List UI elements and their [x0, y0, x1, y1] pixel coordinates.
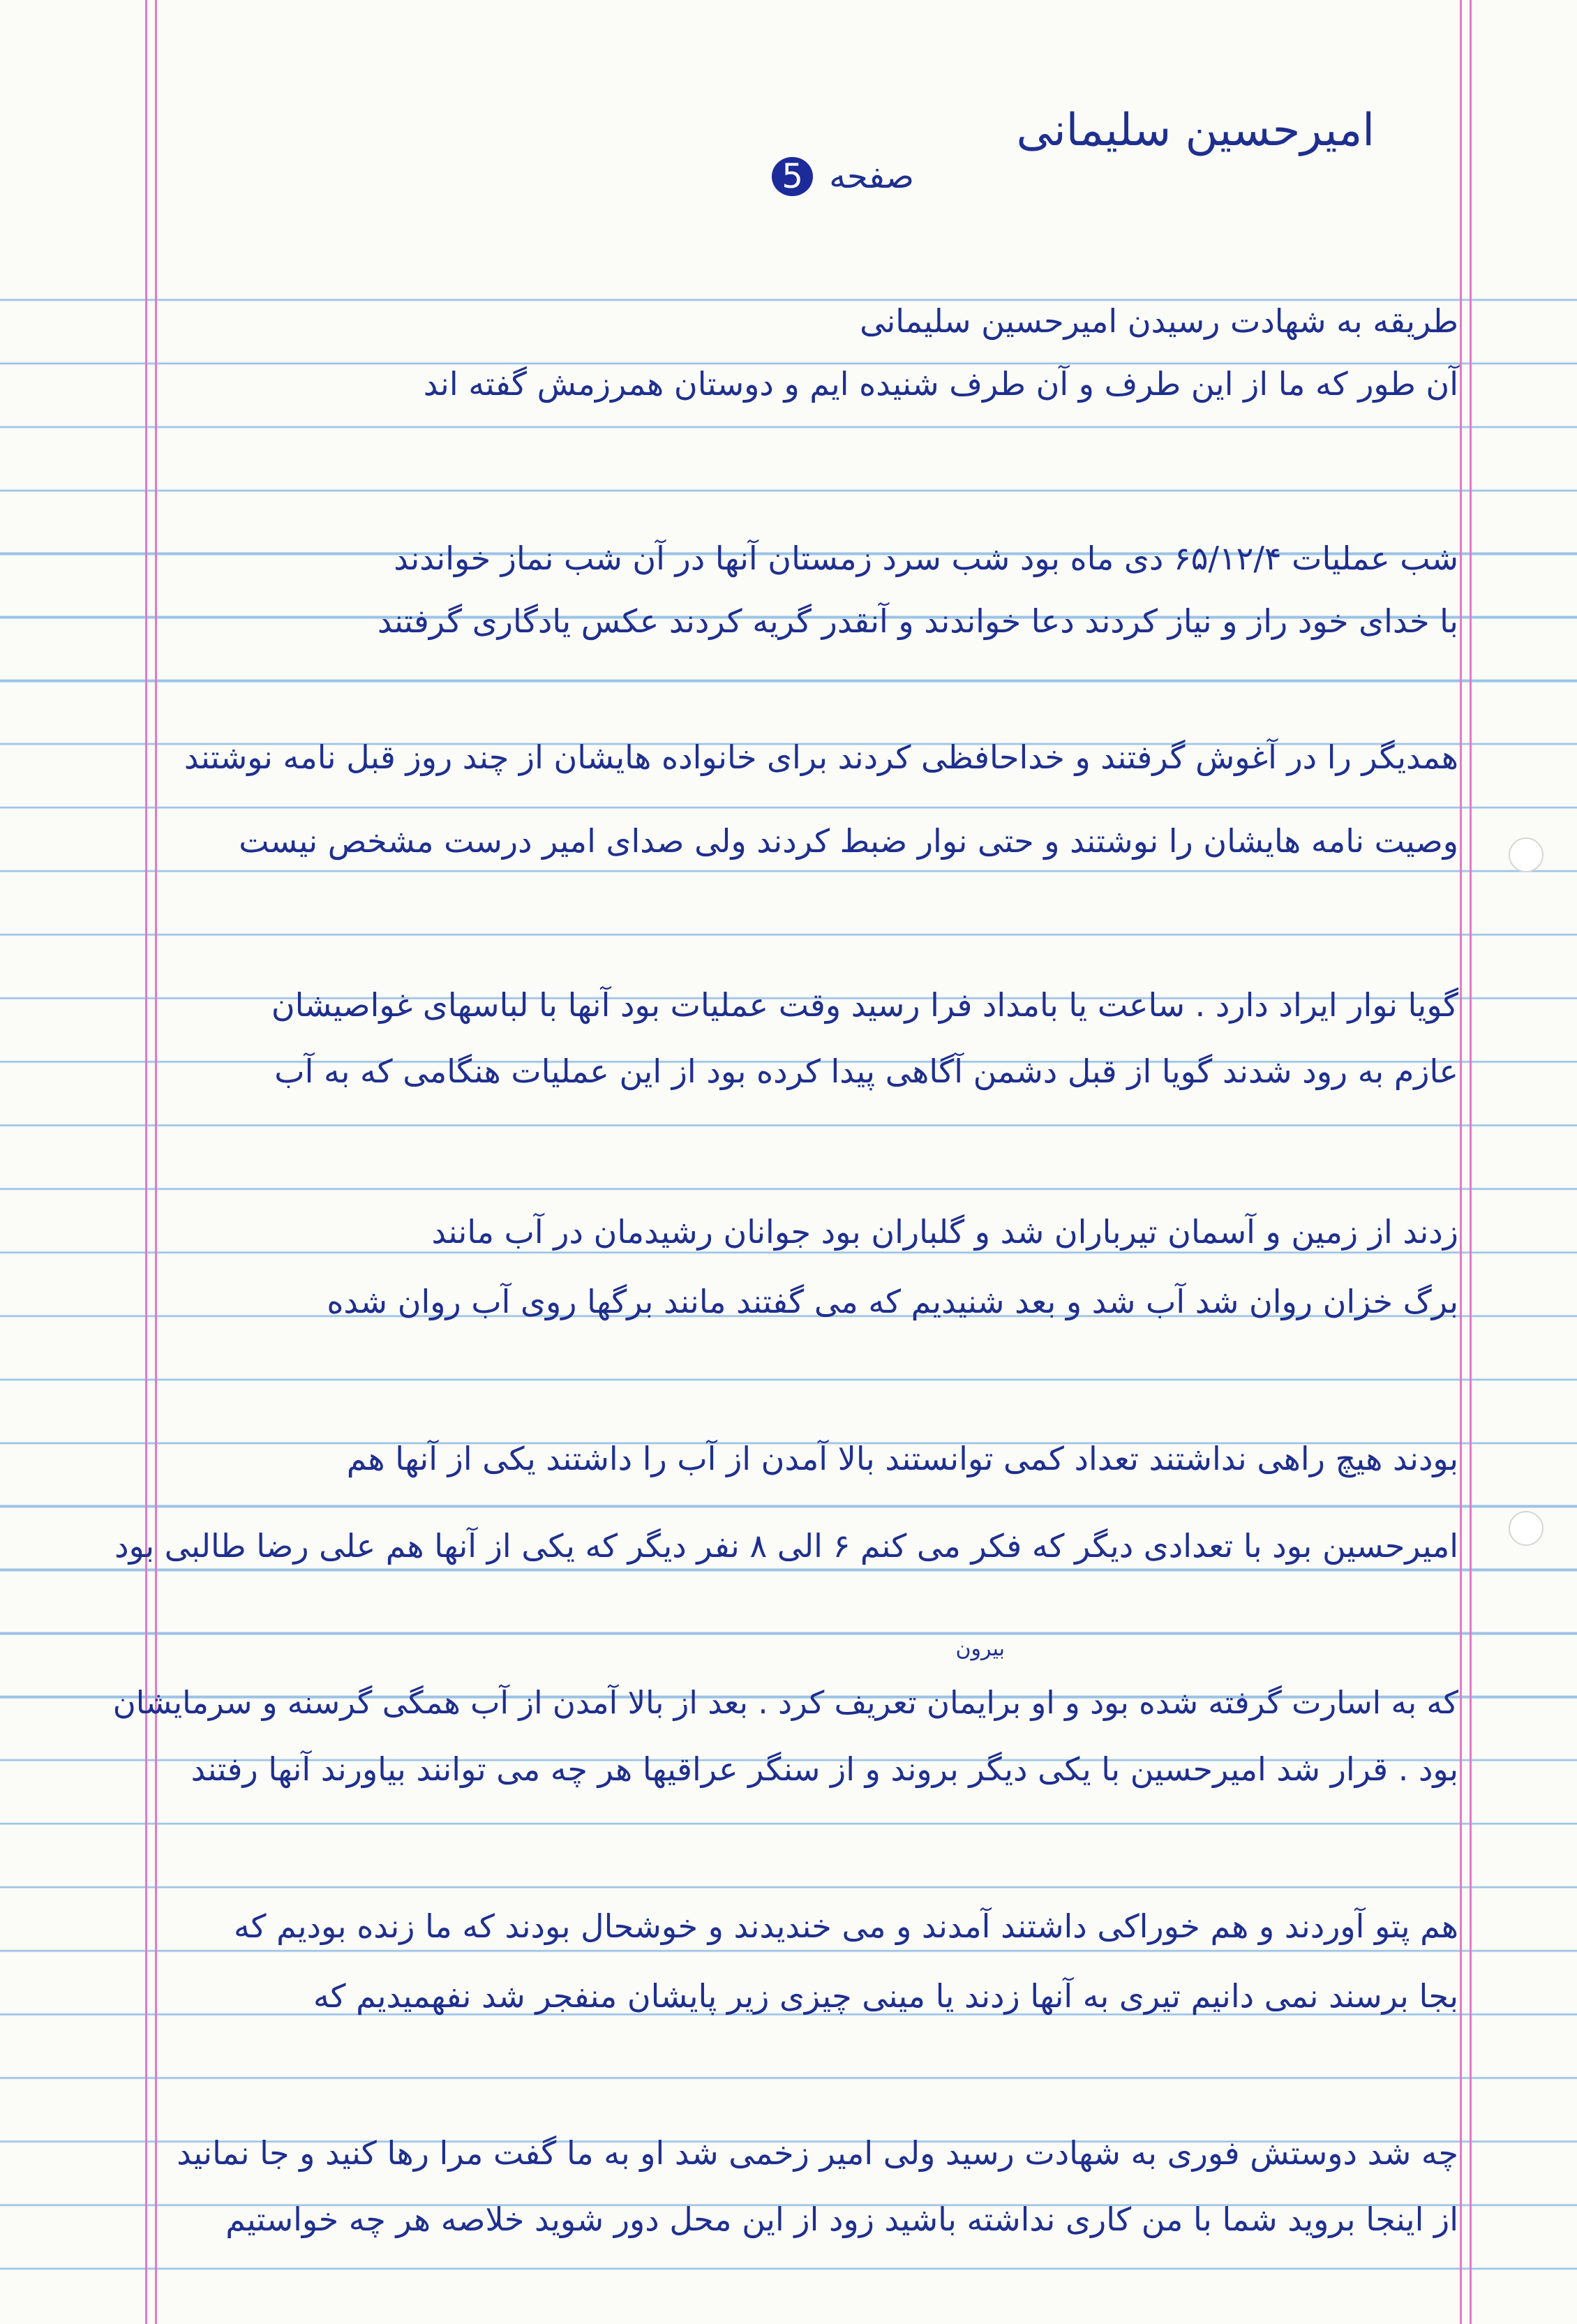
page-label: [772, 157, 914, 196]
page-label-text: صفحه: [829, 157, 914, 196]
right-margin-line-outer: [1460, 0, 1462, 2324]
paragraph-1-line-2: آن طور که ما از این طرف و آن طرف شنیده ایم و دوستان همرزمش گفته اند: [423, 365, 1458, 403]
paragraph-3-line-1: همدیگر را در آغوش گرفتند و خداحافظی کردند برای خانواده هایشان از چند روز قبل نامه نوشتند: [184, 738, 1458, 776]
paragraph-7-line-1: که به اسارت گرفته شده بود و او برایمان تعریف کرد . بعد از بالا آمدن از آب همگی گرسنه و سرمایشان: [112, 1684, 1458, 1721]
paragraph-3-line-2: وصیت نامه هایشان را نوشتند و حتی نوار ضبط کردند ولی صدای امیر درست مشخص نیست: [239, 822, 1458, 860]
paragraph-7-line-2: بود . قرار شد امیرحسین با یکی دیگر بروند و از سنگر عراقیها هر چه می توانند بیاورند آنها رفتند: [190, 1750, 1458, 1788]
insertion-annotation: بیرون: [955, 1637, 1005, 1661]
paragraph-5-line-2: برگ خزان روان شد آب شد و بعد شنیدیم که می گفتند مانند برگها روی آب روان شده: [327, 1283, 1458, 1320]
paragraph-1-line-1: طریقه به شهادت رسیدن امیرحسین سلیمانی: [860, 302, 1458, 340]
left-margin-line-inner: [155, 0, 157, 2324]
binder-hole-top: [1509, 837, 1544, 872]
paragraph-6-line-1: بودند هیچ راهی نداشتند تعداد کمی توانستند بالا آمدن از آب را داشتند یکی از آنها هم: [346, 1440, 1458, 1477]
left-margin-line-outer: [145, 0, 147, 2324]
paragraph-5-line-1: زدند از زمین و آسمان تیرباران شد و گلباران بود جوانان رشیدمان در آب مانند: [431, 1213, 1458, 1251]
paragraph-9-line-1: چه شد دوستش فوری به شهادت رسید ولی امیر زخمی شد او به ما گفت مرا رها کنید و جا نمانید: [177, 2134, 1458, 2172]
author-name: امیرحسین سلیمانی: [1016, 105, 1375, 156]
paragraph-9-line-2: از اینجا بروید شما با من کاری نداشته باشید زود از این محل دور شوید خلاصه هر چه خواستیم: [225, 2200, 1458, 2238]
paragraph-4-line-1: گویا نوار ایراد دارد . ساعت یا بامداد فرا رسید وقت عملیات بود آنها با لباسهای غواصیشان: [271, 986, 1458, 1024]
paragraph-8-line-2: بجا برسند نمی دانیم تیری به آنها زدند یا مینی چیزی زیر پایشان منفجر شد نفهمیدیم که: [313, 1977, 1458, 2015]
page-number: 5: [772, 157, 813, 196]
binder-hole-bottom: [1509, 1511, 1544, 1546]
paragraph-4-line-2: عازم به رود شدند گویا از قبل دشمن آگاهی پیدا کرده بود از این عملیات هنگامی که به آب: [274, 1052, 1458, 1090]
paragraph-8-line-1: هم پتو آوردند و هم خوراکی داشتند آمدند و می خندیدند و خوشحال بودند که ما زنده بودیم که: [233, 1907, 1458, 1945]
paragraph-2-line-2: با خدای خود راز و نیاز کردند دعا خواندند و آنقدر گریه کردند عکس یادگاری گرفتند: [377, 602, 1458, 640]
right-margin-line-inner: [1470, 0, 1472, 2324]
paragraph-2-line-1: شب عملیات ۶۵/۱۲/۴ دی ماه بود شب سرد زمستان آنها در آن شب نماز خواندند: [394, 539, 1458, 577]
paragraph-6-line-2: امیرحسین بود با تعدادی دیگر که فکر می کنم ۶ الی ۸ نفر دیگر که یکی از آنها هم علی رضا طالبی بود: [114, 1527, 1458, 1565]
